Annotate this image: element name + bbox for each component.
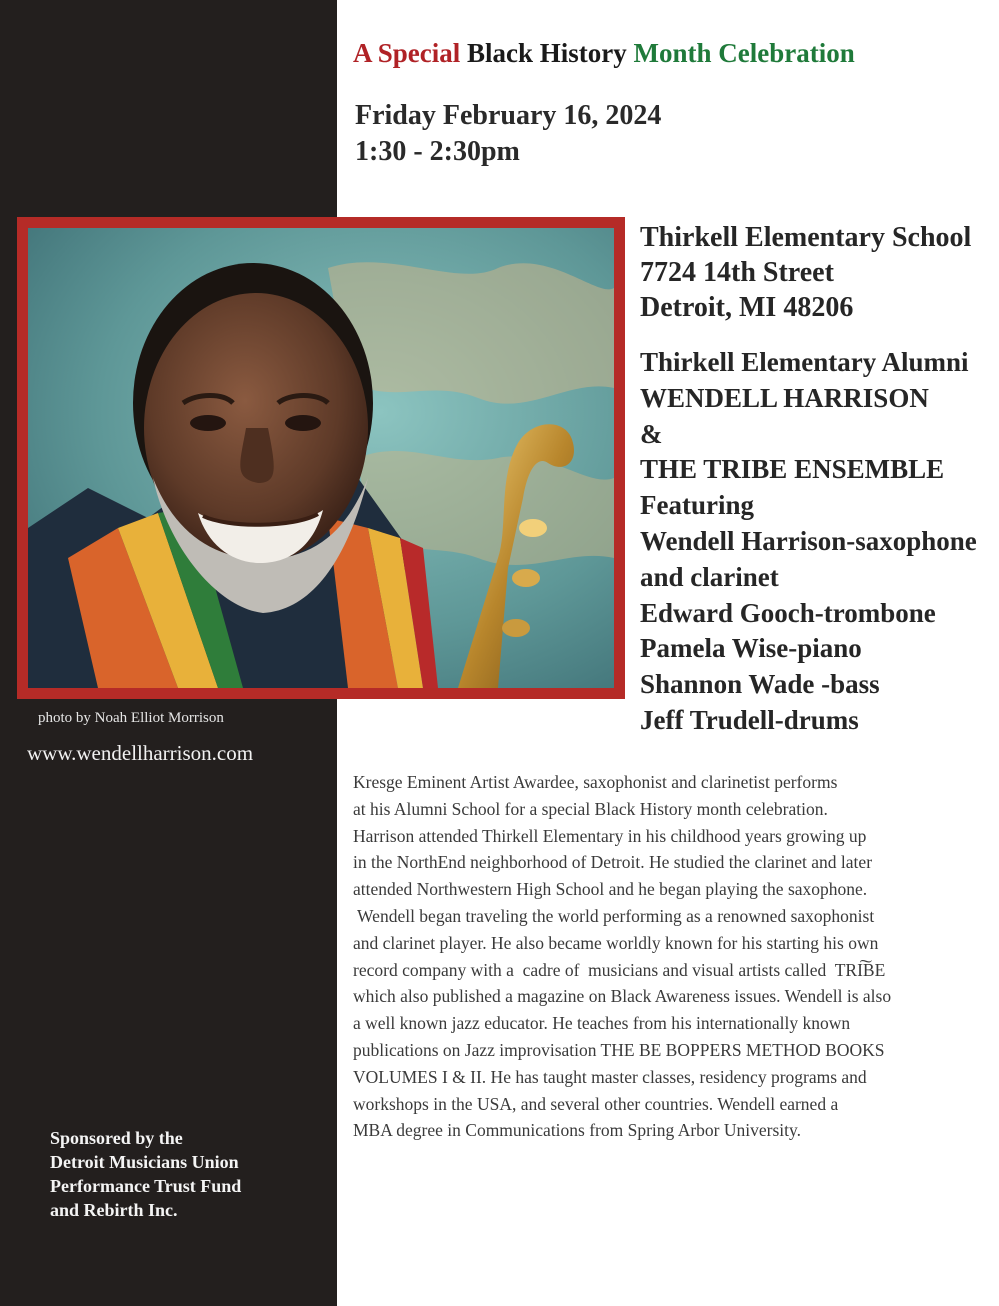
lineup-line: WENDELL HARRISON — [640, 382, 929, 413]
venue-address — [640, 220, 971, 325]
title-part-black-history: Black History — [467, 38, 627, 68]
sponsor-block — [50, 1126, 241, 1222]
website-link[interactable]: www.wendellharrison.com — [27, 741, 254, 765]
performer-lineup — [640, 345, 977, 739]
bio-line: a well known jazz educator. He teaches from his internationally known — [353, 1013, 851, 1034]
bio-line: Harrison attended Thirkell Elementary in his childhood years growing up — [353, 825, 867, 846]
artist-biography — [353, 769, 973, 1144]
title-part-month-celebration: Month Celebration — [633, 38, 855, 68]
bio-line: which also published a magazine on Black Awareness issues. Wendell is also — [353, 986, 892, 1007]
title-part-special: A Special — [353, 38, 461, 68]
lineup-line: THE TRIBE ENSEMBLE — [640, 454, 945, 485]
event-datetime — [355, 98, 661, 170]
bio-line: publications on Jazz improvisation THE BE BOPPERS METHOD BOOKS — [353, 1039, 885, 1060]
venue-line: 7724 14th Street — [640, 257, 834, 288]
lineup-line: Thirkell Elementary Alumni — [640, 347, 969, 377]
bio-line: at his Alumni School for a special Black History month celebration. — [353, 798, 828, 819]
sponsor-line: and Rebirth Inc. — [50, 1200, 178, 1220]
lineup-line: Featuring — [640, 490, 754, 521]
photo-credit: photo by Noah Elliot Morrison — [38, 710, 224, 726]
bio-line: attended Northwestern High School and he began playing the saxophone. — [353, 879, 868, 900]
musician-photo — [28, 228, 614, 688]
bio-line: MBA degree in Communications from Spring Arbor University. — [353, 1120, 801, 1141]
lineup-line: Shannon Wade -bass — [640, 669, 880, 700]
venue-line: Thirkell Elementary School — [640, 222, 972, 253]
sponsor-line: Performance Trust Fund — [50, 1176, 242, 1196]
event-time: 1:30 - 2:30pm — [355, 136, 520, 167]
sponsor-line: Sponsored by the — [50, 1128, 183, 1148]
lineup-line: and clarinet — [640, 561, 779, 592]
event-title — [353, 38, 855, 69]
bio-line: in the NorthEnd neighborhood of Detroit. He studied the clarinet and later — [353, 852, 873, 873]
photo-frame — [17, 217, 625, 699]
lineup-line: & — [640, 418, 663, 449]
lineup-line: Edward Gooch-trombone — [640, 597, 936, 628]
lineup-line: Jeff Trudell-drums — [640, 704, 859, 735]
sponsor-line: Detroit Musicians Union — [50, 1152, 239, 1172]
event-date: Friday February 16, 2024 — [355, 100, 662, 131]
portrait-illustration — [28, 228, 614, 688]
lineup-line: Wendell Harrison-saxophone — [640, 525, 977, 556]
lineup-line: Pamela Wise-piano — [640, 633, 862, 664]
venue-line: Detroit, MI 48206 — [640, 292, 854, 323]
bio-line: Wendell began traveling the world performing as a renowned saxophonist — [353, 905, 875, 926]
bio-line: VOLUMES I & II. He has taught master classes, residency programs and — [353, 1066, 867, 1087]
bio-line: record company with a cadre of musicians and visual artists called TRI͠BE — [353, 959, 886, 980]
bio-line: Kresge Eminent Artist Awardee, saxophonist and clarinetist performs — [353, 772, 838, 792]
bio-line: and clarinet player. He also became worldly known for his starting his own — [353, 932, 879, 953]
bio-line: workshops in the USA, and several other countries. Wendell earned a — [353, 1093, 839, 1114]
